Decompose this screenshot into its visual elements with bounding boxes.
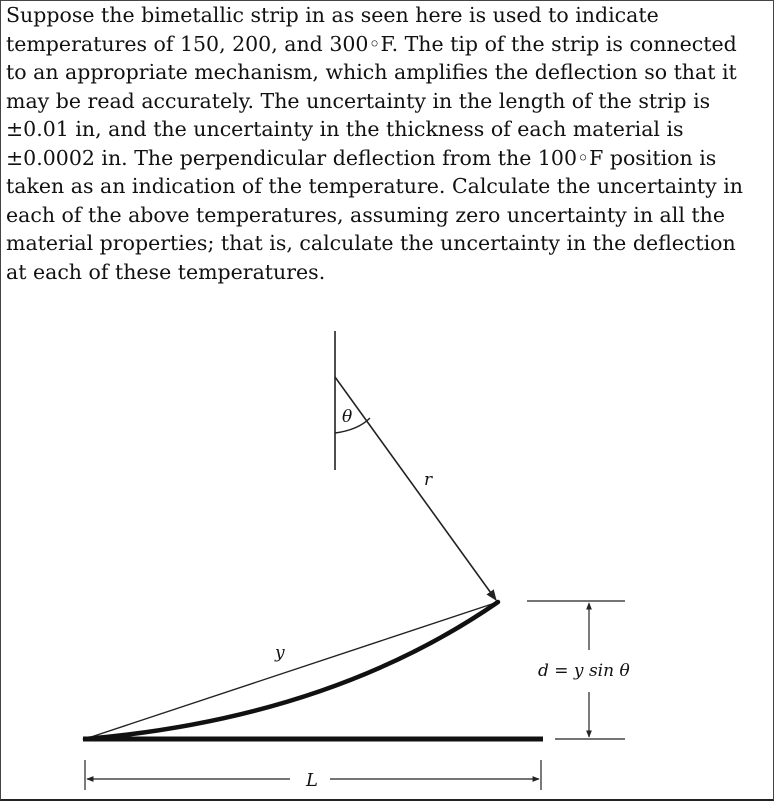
theta-arc <box>335 418 370 433</box>
r-label: r <box>424 470 433 490</box>
d-equation-label <box>538 661 630 681</box>
L-label: L <box>306 770 318 791</box>
problem-line: ±0.0002 in. The perpendicular deflection from the 100◦F position is <box>6 145 717 170</box>
problem-line: at each of these temperatures. <box>6 259 326 284</box>
problem-line: to an appropriate mechanism, which amplifies the deflection so that it <box>6 60 737 84</box>
radius-arrow <box>335 377 496 600</box>
y-label: y <box>275 643 285 663</box>
problem-line: material properties; that is, calculate the uncertainty in the deflection <box>6 231 736 255</box>
d-equation-text: d = y sin <box>538 661 620 681</box>
chord-y-line <box>85 602 498 739</box>
theta-label: θ <box>342 407 353 427</box>
problem-line: temperatures of 150, 200, and 300◦F. The tip of the strip is connected <box>6 31 737 56</box>
problem-line: may be read accurately. The uncertainty in the length of the strip is <box>6 88 711 113</box>
problem-line: each of the above temperatures, assuming zero uncertainty in all the <box>6 202 725 227</box>
problem-line: ±0.01 in, and the uncertainty in the thickness of each material is <box>6 117 684 141</box>
problem-line: taken as an indication of the temperature. Calculate the uncertainty in <box>6 174 743 198</box>
d-equation-theta: θ <box>619 661 630 681</box>
problem-line: Suppose the bimetallic strip in as seen here is used to indicate <box>6 3 659 27</box>
